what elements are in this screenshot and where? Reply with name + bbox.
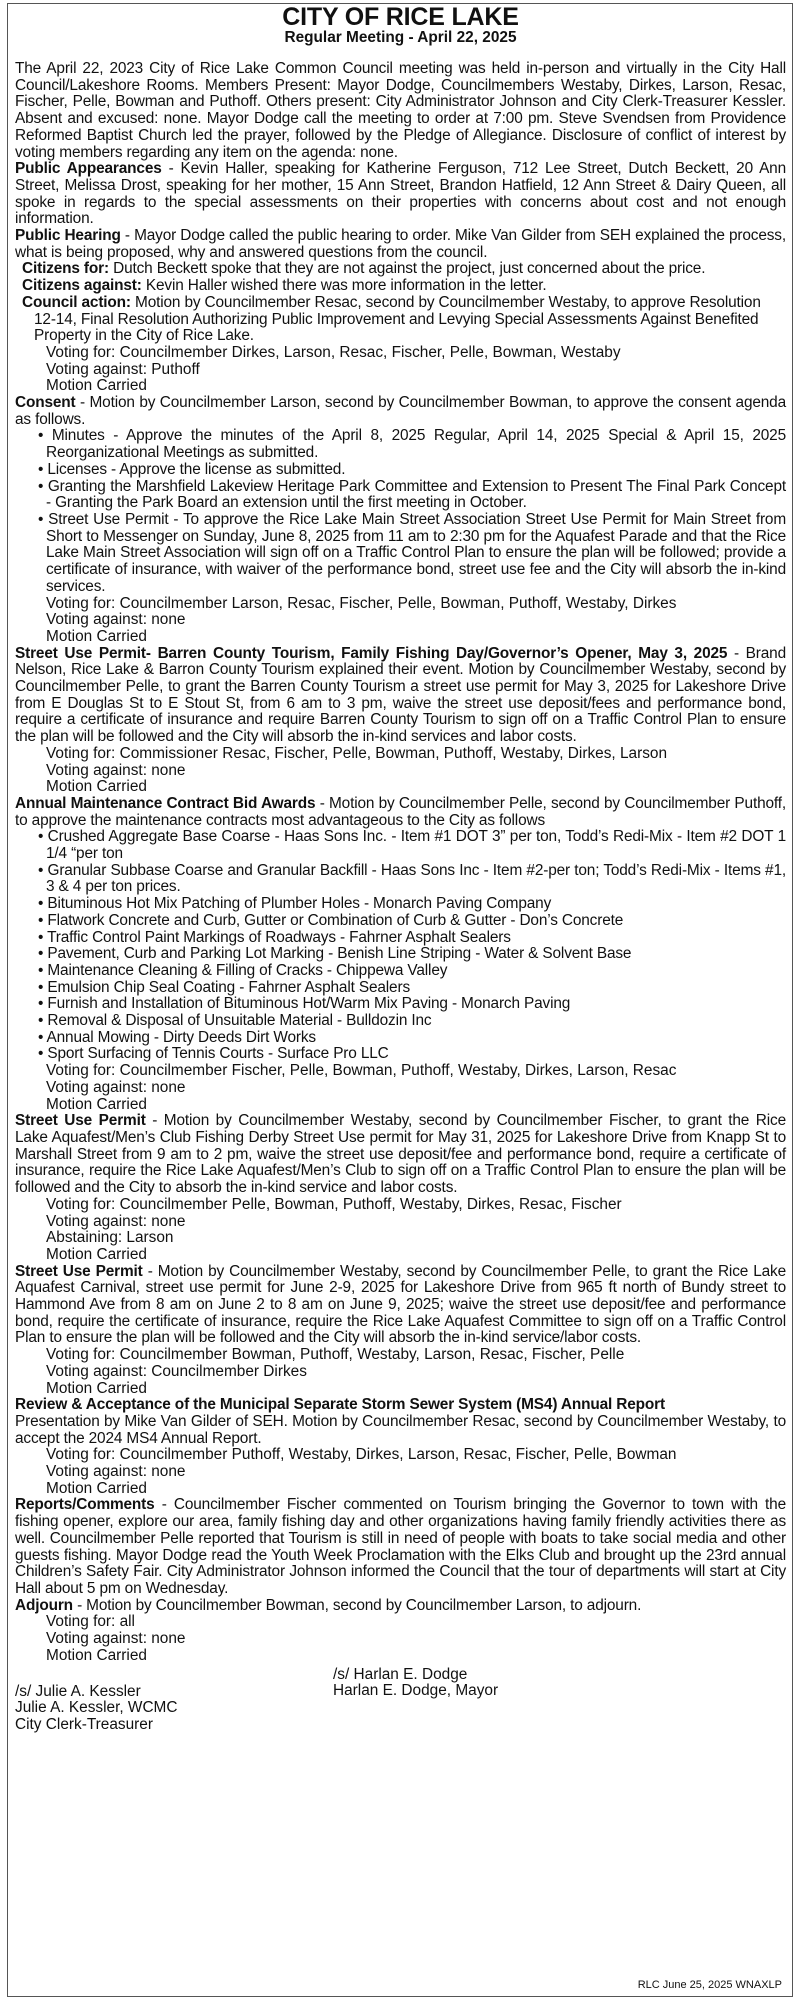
- adjourn-section: [15, 1598, 786, 1615]
- vote-line: Motion Carried: [46, 778, 147, 796]
- list-item: • Traffic Control Paint Markings of Roadways - Fahrner Asphalt Sealers: [38, 928, 511, 946]
- intro-paragraph: The April 22, 2023 City of Rice Lake Common Council meeting was held in-person and virtually in the City Hall Council/Lakeshore Rooms. Members Present: Mayor Dodge, Councilmembers Westaby, Dirkes, Larson, Resac, Fischer, Pelle, Bowman and Puthoff. Others present: City Administrator Johnson and City Clerk-Treasurer Kessler. Absent and excused: none. Mayor Dodge call the meeting to order at 7:00 pm. Steve Svendsen from Providence Reformed Baptist Church led the prayer, followed by the Pledge of Allegiance. Disclosure of conflict of interest by voting members regarding any item on the agenda: none.: [15, 60, 786, 161]
- section-text: - Motion by Councilmember Larson, second by Councilmember Bowman, to approve the consent agenda as follows.: [15, 394, 786, 428]
- list-item: • Annual Mowing - Dirty Deeds Dirt Works: [38, 1028, 316, 1046]
- publication-footer: RLC June 25, 2025 WNAXLP: [637, 1979, 782, 1991]
- vote-line: Motion Carried: [46, 1379, 147, 1397]
- carnival-permit-section: [15, 1264, 786, 1348]
- vote-line: Voting against: none: [46, 611, 186, 629]
- vote-line: Motion Carried: [46, 1479, 147, 1497]
- vote-line: Voting against: Puthoff: [46, 360, 200, 378]
- list-item: • Maintenance Cleaning & Filling of Cracks - Chippewa Valley: [38, 961, 448, 979]
- section-heading: Annual Maintenance Contract Bid Awards: [15, 794, 316, 812]
- meeting-subtitle: Regular Meeting - April 22, 2025: [284, 29, 517, 46]
- vote-line: Voting against: none: [46, 1212, 186, 1230]
- maintenance-section: [15, 796, 786, 829]
- signature-line: /s/ Julie A. Kessler: [15, 1682, 141, 1700]
- section-text: - Motion by Councilmember Westaby, second by Councilmember Pelle, to grant the Rice Lake Aquafest Carnival, street use permit for June 2-9, 2025 for Lakeshore Drive from 965 ft north of Bundy street to Hammond Ave from 8 am on June 2 to 8 am on June 9, 2025; waive the street use deposit/fee and performance bond, require the certificate of insurance, require the Rice Lake Aquafest Committee to sign off on a Traffic Control Plan to ensure the plan will be followed and the City will absorb the in-kind service/labor costs.: [15, 1262, 786, 1347]
- vote-line: Voting for: Councilmember Puthoff, Westaby, Dirkes, Larson, Resac, Fischer, Pelle, Bowman: [46, 1446, 677, 1464]
- vote-line: Motion Carried: [46, 1646, 147, 1664]
- vote-line: Motion Carried: [46, 1095, 147, 1113]
- text: Kevin Haller wished there was more information in the letter.: [141, 277, 547, 295]
- list-item: • Bituminous Hot Mix Patching of Plumber Holes - Monarch Paving Company: [38, 895, 552, 913]
- vote-line: Voting against: none: [46, 1463, 186, 1481]
- section-text: - Brand Nelson, Rice Lake & Barron County Tourism explained their event. Motion by Councilmember Westaby, second by Councilmember Pelle, to grant the Barren County Tourism a street use permit for May 3, 2025 for Lakeshore Drive from E Douglas St to E Stout St, from 6 am to 3 pm, waive the street use deposit/fees and performance bond, require a certificate of insurance and require Barren County Tourism to sign off on a Traffic Control Plan to ensure the plan will be followed and the City will absorb the in-kind services and labor costs.: [15, 644, 786, 746]
- citizens-for: [15, 261, 786, 278]
- public-notice: [7, 3, 793, 1997]
- council-action: [15, 295, 786, 345]
- vote-line: Voting for: Councilmember Bowman, Puthoff, Westaby, Larson, Resac, Fischer, Pelle: [46, 1346, 625, 1364]
- vote-line: Abstaining: Larson: [46, 1229, 174, 1247]
- list-item: • Crushed Aggregate Base Coarse - Haas Sons Inc. - Item #1 DOT 3” per ton, Todd’s Redi-Mix - Item #2 DOT 1 1/4 “per ton: [38, 828, 786, 863]
- vote-line: Voting for: all: [46, 1613, 135, 1631]
- page-title: CITY OF RICE LAKE: [282, 3, 519, 31]
- list-item: • Removal & Disposal of Unsuitable Material - Bulldozin Inc: [38, 1012, 432, 1030]
- reports-section: [15, 1497, 786, 1597]
- section-text: - Kevin Haller, speaking for Katherine Ferguson, 712 Lee Street, Dutch Beckett, 20 Ann Street, Melissa Drost, speaking for her mother, 15 Ann Street, Brandon Hatfield, 12 Ann Street & Dairy Queen, all spoke in regards to the special assessments on their properties with concerns about cost and not enough information.: [15, 160, 786, 228]
- citizens-against: [15, 278, 786, 295]
- label: Citizens against:: [22, 277, 142, 295]
- vote-line: Voting for: Councilmember Dirkes, Larson, Resac, Fischer, Pelle, Bowman, Westaby: [46, 343, 621, 361]
- vote-line: Voting against: none: [46, 761, 186, 779]
- list-item: • Street Use Permit - To approve the Rice Lake Main Street Association Street Use Permit for Main Street from Short to Messenger on Sunday, June 8, 2025 from 11 am to 2:30 pm for the Aquafest Parade and that the Rice Lake Main Street Association will sign off on a Traffic Control Plan to ensure the plan will be followed; provide a certificate of insurance, with waiver of the performance bond, street use fee and the City will absorb the in-kind services.: [38, 510, 786, 595]
- signature-block: [15, 1667, 786, 1737]
- list-item: • Furnish and Installation of Bituminous Hot/Warm Mix Paving - Monarch Paving: [38, 995, 571, 1013]
- list-item: • Sport Surfacing of Tennis Courts - Surface Pro LLC: [38, 1045, 389, 1063]
- section-text: - Mayor Dodge called the public hearing to order. Mike Van Gilder from SEH explained the process, what is being proposed, why and answered questions from the council.: [15, 227, 786, 261]
- label: Citizens for:: [22, 260, 109, 278]
- section-text: - Motion by Councilmember Pelle, second by Councilmember Puthoff, to approve the maintenance contracts most advantageous to the City as follows: [15, 794, 786, 829]
- signature-name: Harlan E. Dodge, Mayor: [333, 1682, 499, 1700]
- public-hearing-section: [15, 228, 786, 261]
- section-text: Presentation by Mike Van Gilder of SEH. Motion by Councilmember Resac, second by Councilmember Westaby, to accept the 2024 MS4 Annual Report.: [15, 1412, 786, 1447]
- vote-line: Motion Carried: [46, 1245, 147, 1263]
- section-heading: Consent: [15, 394, 76, 412]
- ms4-section: [15, 1397, 786, 1414]
- list-item: • Granular Subbase Coarse and Granular Backfill - Haas Sons Inc - Item #2-per ton; Todd’s Redi-Mix - Items #1, 3 & 4 per ton prices.: [38, 861, 786, 896]
- text: Dutch Beckett spoke that they are not against the project, just concerned about the price.: [108, 260, 706, 278]
- text: Motion by Councilmember Resac, second by Councilmember Westaby, to approve Resolution 12-14, Final Resolution Authorizing Public Improvement and Levying Special Assessments Against Benefited Property in the City of Rice Lake.: [34, 293, 761, 345]
- vote-line: Motion Carried: [46, 377, 147, 395]
- list-item: • Pavement, Curb and Parking Lot Marking - Benish Line Striping - Water & Solvent Base: [38, 945, 632, 963]
- list-item: • Flatwork Concrete and Curb, Gutter or Combination of Curb & Gutter - Don’s Concrete: [38, 911, 624, 929]
- signature-line: /s/ Harlan E. Dodge: [333, 1665, 468, 1683]
- vote-line: Voting against: Councilmember Dirkes: [46, 1362, 307, 1380]
- signature-name: Julie A. Kessler, WCMC: [15, 1699, 178, 1717]
- section-heading: Public Appearances: [15, 160, 162, 178]
- vote-line: Voting for: Councilmember Larson, Resac, Fischer, Pelle, Bowman, Puthoff, Westaby, Dirkes: [46, 594, 677, 612]
- section-heading: Public Hearing: [15, 227, 121, 245]
- vote-line: Motion Carried: [46, 627, 147, 645]
- list-item: • Licenses - Approve the license as submitted.: [38, 460, 346, 478]
- section-heading: Review & Acceptance of the Municipal Separate Storm Sewer System (MS4) Annual Report: [15, 1396, 665, 1414]
- vote-line: Voting for: Commissioner Resac, Fischer, Pelle, Bowman, Puthoff, Westaby, Dirkes, Larson: [46, 744, 668, 762]
- label: Council action:: [22, 293, 131, 311]
- barron-permit-section: [15, 646, 786, 746]
- section-text: - Motion by Councilmember Westaby, second by Councilmember Fischer, to grant the Rice Lake Aquafest/Men’s Club Fishing Derby Street Use permit for May 31, 2025 for Lakeshore Drive from Knapp St to Marshall Street from 9 am to 2 pm, waive the street use deposit/fee and performance bond, require a certificate of insurance, require the Rice Lake Aquafest/Men’s Club to sign off on a Traffic Control Plan to ensure the plan will be followed and the City to absorb the in-kind service and labor costs.: [15, 1112, 786, 1197]
- vote-line: Voting against: none: [46, 1078, 186, 1096]
- public-appearances-section: [15, 161, 786, 228]
- section-heading: Street Use Permit: [15, 1112, 146, 1130]
- list-item: • Minutes - Approve the minutes of the April 8, 2025 Regular, April 14, 2025 Special & April 15, 2025 Reorganizational Meetings as submitted.: [38, 427, 786, 462]
- signature-title: City Clerk-Treasurer: [15, 1715, 153, 1733]
- vote-line: Voting for: Councilmember Fischer, Pelle, Bowman, Puthoff, Westaby, Dirkes, Larson, Resac: [46, 1062, 677, 1080]
- vote-line: Voting against: none: [46, 1630, 186, 1648]
- section-heading: Reports/Comments: [15, 1496, 155, 1514]
- vote-line: Voting for: Councilmember Pelle, Bowman, Puthoff, Westaby, Dirkes, Resac, Fischer: [46, 1195, 622, 1213]
- clerk-signature: [15, 1684, 178, 1734]
- consent-section: [15, 395, 786, 428]
- section-text: - Councilmember Fischer commented on Tourism bringing the Governor to town with the fishing opener, explore our area, family fishing day and other organizations having family friendly activities there as well. Councilmember Pelle reported that Tourism is still in need of people with boats to take social media and other guests fishing. Mayor Dodge read the Youth Week Proclamation with the Elks Club and brought up the 23rd annual Children’s Safety Fair. City Administrator Johnson informed the Council that the tour of departments will start at City Hall about 5 pm on Wednesday.: [15, 1496, 786, 1597]
- section-text: - Motion by Councilmember Bowman, second by Councilmember Larson, to adjourn.: [72, 1596, 642, 1614]
- section-heading: Adjourn: [15, 1596, 73, 1614]
- section-heading: Street Use Permit- Barren County Tourism, Family Fishing Day/Governor’s Opener, May 3, 2025: [15, 644, 728, 662]
- list-item: • Emulsion Chip Seal Coating - Fahrner Asphalt Sealers: [38, 978, 410, 996]
- fishing-permit-section: [15, 1113, 786, 1197]
- list-item: • Granting the Marshfield Lakeview Heritage Park Committee and Extension to Present The Final Park Concept - Granting the Park Board an extension until the first meeting in October.: [38, 477, 786, 512]
- mayor-signature: [333, 1667, 498, 1700]
- section-heading: Street Use Permit: [15, 1262, 143, 1280]
